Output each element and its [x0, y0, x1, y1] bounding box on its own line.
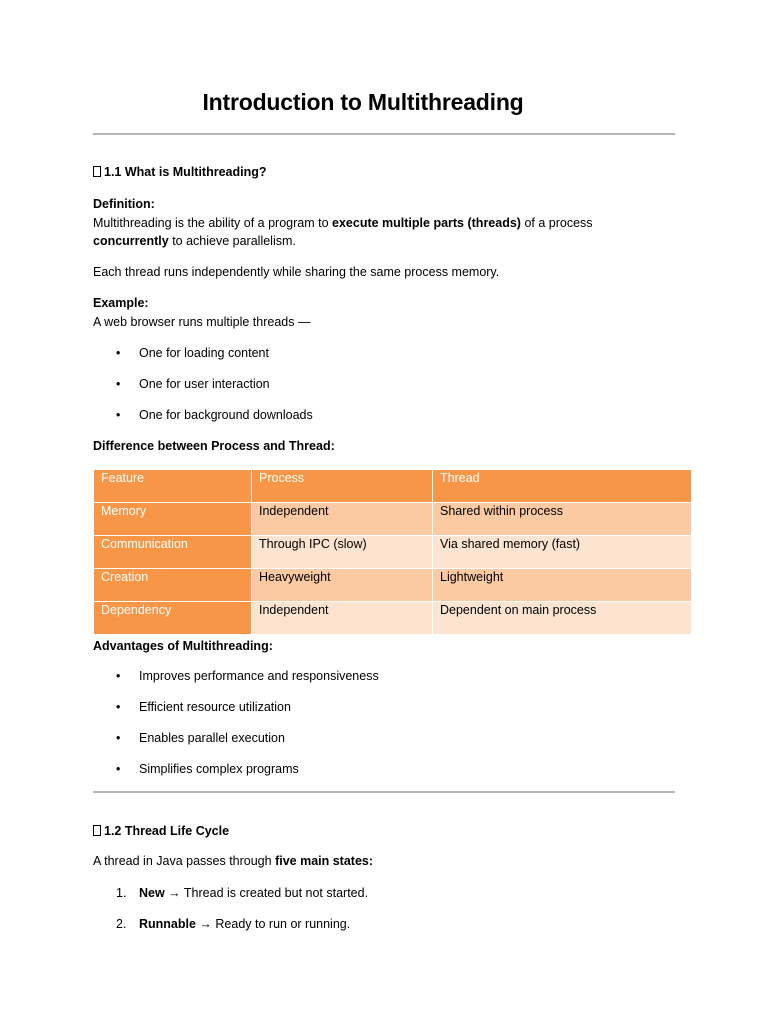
- missing-glyph-icon: [93, 825, 101, 836]
- table-cell: Shared within process: [433, 503, 692, 536]
- definition-line-1: Multithreading is the ability of a program to execute multiple parts (threads) of a process: [93, 216, 593, 230]
- horizontal-rule: [93, 133, 675, 135]
- table-cell: Memory: [94, 503, 252, 536]
- bullet-icon: •: [116, 346, 121, 360]
- table-row: [94, 602, 692, 635]
- bullet-icon: •: [116, 700, 121, 714]
- section-heading-1-1: 1.1 What is Multithreading?: [93, 163, 267, 181]
- table-cell: Dependent on main process: [433, 602, 692, 635]
- table-row: [94, 569, 692, 602]
- example-label: Example:: [93, 296, 149, 310]
- table-cell: Lightweight: [433, 569, 692, 602]
- section-heading-1-2: 1.2 Thread Life Cycle: [93, 822, 229, 840]
- table-cell: Heavyweight: [252, 569, 433, 602]
- difference-label: Difference between Process and Thread:: [93, 439, 335, 453]
- example-text: A web browser runs multiple threads —: [93, 315, 311, 329]
- advantages-label: Advantages of Multithreading:: [93, 639, 273, 653]
- table-cell: Via shared memory (fast): [433, 536, 692, 569]
- bullet-icon: •: [116, 731, 121, 745]
- bullet-icon: •: [116, 408, 121, 422]
- table-cell: Independent: [252, 602, 433, 635]
- memory-note: Each thread runs independently while sharing the same process memory.: [93, 265, 500, 279]
- lifecycle-intro: A thread in Java passes through five main states:: [93, 854, 374, 868]
- horizontal-rule: [93, 791, 675, 793]
- definition-line-2: concurrently to achieve parallelism.: [93, 234, 296, 248]
- missing-glyph-icon: [93, 166, 101, 177]
- table-header-cell: Process: [252, 470, 433, 503]
- bullet-icon: •: [116, 377, 121, 391]
- table-cell: Independent: [252, 503, 433, 536]
- table-header-cell: Feature: [94, 470, 252, 503]
- table-row: [94, 536, 692, 569]
- comparison-table: [93, 469, 692, 635]
- bullet-icon: •: [116, 762, 121, 776]
- table-cell: Communication: [94, 536, 252, 569]
- document-page: Introduction to Multithreading 1.1 What is Multithreading? Definition: Multithreading is the ability of a program to execute multiple parts (threads) of a process concurrently to achieve parallelism. Each thread runs independently while sharing the same process memory. Example: A web browser runs multiple threads — • One for loading content • One for user interaction • One for background downloads Difference between Process and Thread: Feature Process Thread Memory Independent Shared within process Communication Through IPC (slow) Via shared memory (fast) Creation Heavyweight Lightweight Dependency Independent Dependent on main process Advantages of Multithreading: • Improves performance and responsiveness • Efficient resource utilization • Enables parallel execution • Simplifies complex programs 1.2 Thread Life Cycle A thread in Java passes through five main states: 1. New → Thread is created but not started. 2. Runnable → Ready to run or running.: [0, 0, 768, 1024]
- table-cell: Through IPC (slow): [252, 536, 433, 569]
- definition-label: Definition:: [93, 197, 155, 211]
- table-cell: Dependency: [94, 602, 252, 635]
- bullet-icon: •: [116, 669, 121, 683]
- table-row: [94, 503, 692, 536]
- table-cell: Creation: [94, 569, 252, 602]
- table-header-cell: Thread: [433, 470, 692, 503]
- page-title: Introduction to Multithreading: [202, 89, 524, 115]
- table-header-row: [94, 470, 692, 503]
